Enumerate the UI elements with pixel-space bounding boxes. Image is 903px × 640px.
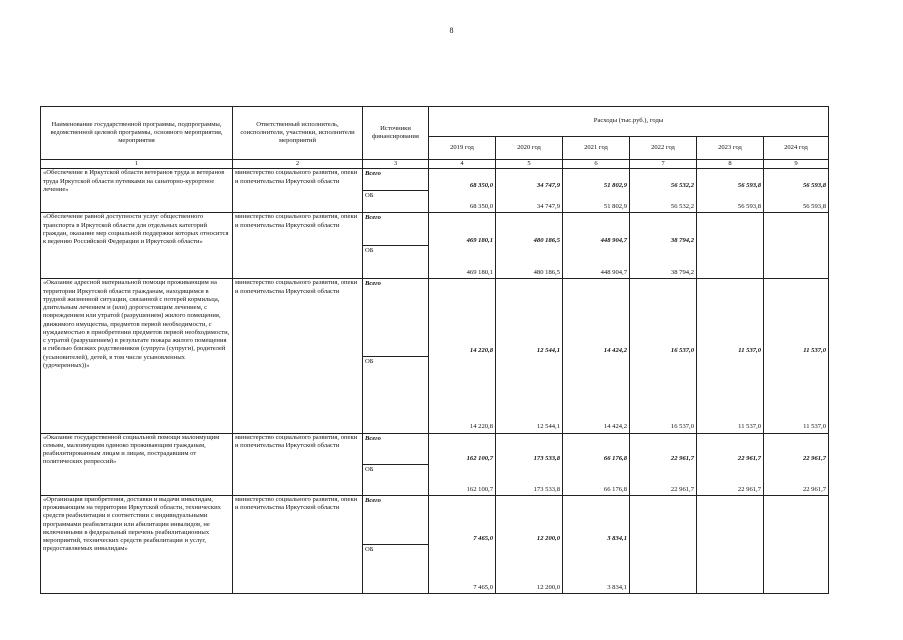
expense-total-value: 12 200,0 — [536, 535, 560, 543]
funding-source-stack — [363, 496, 428, 593]
expense-cell — [630, 169, 697, 213]
expense-stack — [429, 279, 495, 432]
expense-stack — [697, 213, 763, 278]
header-expenses: Расходы (тыс.руб.), годы — [429, 107, 829, 137]
expense-stack — [496, 213, 562, 278]
responsible-executor: министерство социального развития, опеки и попечительства Иркутской области — [233, 213, 363, 279]
expense-cell — [764, 169, 829, 213]
expense-ob-value: 469 180,1 — [466, 269, 493, 277]
funding-source-stack — [363, 434, 428, 495]
expense-stack — [429, 496, 495, 593]
funding-source-stack — [363, 169, 428, 212]
expense-stack — [764, 213, 828, 278]
expense-total-value: 11 537,0 — [803, 346, 827, 354]
expense-cell — [563, 495, 630, 593]
expense-cell — [630, 279, 697, 433]
header-year-2020: 2020 год — [496, 137, 563, 160]
expense-ob-value: 56 593,8 — [802, 203, 827, 211]
expense-cell — [429, 279, 496, 433]
expense-stack — [697, 496, 763, 593]
expense-ob-value: 12 544,1 — [536, 423, 560, 431]
expense-stack — [697, 279, 763, 432]
table-row — [41, 169, 829, 213]
expense-total-value — [764, 496, 828, 545]
measure-name: «Обеспечение равной доступности услуг общественного транспорта в Иркутской области для отдельных категорий граждан, оказание мер социальной поддержки которых относится к ведению Российской Федерации и Иркутской области» — [41, 213, 233, 279]
expense-cell — [630, 433, 697, 495]
expense-ob-value: 7 465,0 — [473, 583, 493, 591]
expense-cell — [429, 169, 496, 213]
expense-total-value: 51 802,9 — [603, 181, 627, 189]
expense-ob-value: 68 350,0 — [469, 203, 493, 211]
header-sources: Источники финансирования — [363, 107, 429, 160]
funding-source-total: Всего — [365, 170, 381, 178]
funding-source-total: Всего — [365, 214, 381, 222]
expense-cell — [764, 213, 829, 279]
expense-stack — [764, 169, 828, 212]
column-number: 1 — [41, 160, 233, 169]
header-executor: Ответственный исполнитель, соисполнители, участники, исполнители мероприятий — [233, 107, 363, 160]
expense-ob-value: 22 961,7 — [670, 485, 694, 493]
expense-ob-value: 56 532,2 — [670, 203, 694, 211]
column-number: 2 — [233, 160, 363, 169]
expense-cell — [429, 213, 496, 279]
expense-total-value: 38 794,2 — [670, 236, 694, 244]
expense-total-value: 56 532,2 — [670, 181, 694, 189]
expense-ob-value: 3 834,1 — [607, 583, 627, 591]
expense-total-value — [764, 213, 828, 246]
expense-stack — [630, 213, 696, 278]
expense-cell — [563, 169, 630, 213]
funding-source-cell — [363, 495, 429, 593]
expense-cell — [630, 213, 697, 279]
funding-source-cell — [363, 213, 429, 279]
expense-stack — [563, 169, 629, 212]
expense-ob-value: 173 533,8 — [533, 485, 560, 493]
expense-cell — [496, 433, 563, 495]
measure-name: «Оказание государственной социальной помощи малоимущим семьям, малоимущим одиноко проживающим гражданам, реабилитированным лицам и лицам, пострадавшим от политических репрессий» — [41, 433, 233, 495]
expense-total-value — [697, 213, 763, 246]
funding-source-ob: ОБ — [363, 245, 428, 278]
expense-total-value: 480 186,5 — [533, 236, 560, 244]
expense-total-value: 34 747,9 — [536, 181, 560, 189]
expense-stack — [630, 434, 696, 495]
expense-ob-value — [697, 544, 763, 593]
expense-ob-value: 162 100,7 — [466, 485, 493, 493]
expense-ob-value: 448 904,7 — [600, 269, 627, 277]
expense-total-value: 22 961,7 — [802, 455, 827, 463]
expense-cell — [496, 279, 563, 433]
expense-total-value — [697, 496, 763, 545]
expense-cell — [563, 279, 630, 433]
measure-name: «Оказание адресной материальной помощи проживающим на территории Иркутской области гражданам, находящимся в трудной жизненной ситуации, связанной с потерей кормильца, длительным лечением и (или) дорогостоящим лечением, с повреждением или утратой (разрушением) жилого помещения, движимого имущества, предметов первой необходимости, с нуждаемостью в приобретении предметов первой необходимости, с утратой (разрушением) в результате пожара жилого помещения и гибелью близких родственников (супруга (супруги), родителей (усыновителей), детей, в том числе усыновленных (удочеренных))» — [41, 279, 233, 433]
expense-ob-value: 51 802,9 — [603, 203, 627, 211]
expense-ob-value: 11 537,0 — [803, 423, 827, 431]
expense-total-value: 22 961,7 — [737, 455, 761, 463]
funding-source-stack — [363, 279, 428, 432]
header-year-2023: 2023 год — [697, 137, 764, 160]
expense-ob-value: 66 176,8 — [603, 485, 627, 493]
header-year-2019: 2019 год — [429, 137, 496, 160]
expense-ob-value: 12 200,0 — [536, 583, 560, 591]
funding-source-ob: ОБ — [363, 356, 428, 433]
expense-ob-value — [764, 246, 828, 279]
page-number: 8 — [449, 26, 454, 35]
expense-cell — [697, 213, 764, 279]
expense-stack — [764, 434, 828, 495]
expense-stack — [697, 169, 763, 212]
expense-total-value: 448 904,7 — [600, 236, 627, 244]
expense-total-value: 162 100,7 — [466, 455, 493, 463]
expense-ob-value — [764, 544, 828, 593]
expense-ob-value: 38 794,2 — [670, 269, 694, 277]
expense-total-value: 7 465,0 — [473, 535, 493, 543]
column-number: 7 — [630, 160, 697, 169]
expense-ob-value: 22 961,7 — [737, 485, 761, 493]
funding-source-ob: ОБ — [363, 190, 428, 212]
measure-name: «Обеспечение в Иркутской области ветеранов труда и ветеранов труда Иркутской области путевками на санаторно-курортное лечение» — [41, 169, 233, 213]
expense-total-value: 66 176,8 — [603, 455, 627, 463]
expense-ob-value — [697, 246, 763, 279]
expense-total-value: 469 180,1 — [466, 236, 493, 244]
expense-ob-value: 34 747,9 — [536, 203, 560, 211]
expense-total-value: 14 220,8 — [469, 346, 493, 354]
expense-cell — [764, 433, 829, 495]
expense-cell — [496, 213, 563, 279]
column-number: 4 — [429, 160, 496, 169]
expense-cell — [429, 495, 496, 593]
expense-stack — [697, 434, 763, 495]
expense-ob-value: 22 961,7 — [802, 485, 827, 493]
column-number: 8 — [697, 160, 764, 169]
expense-stack — [496, 279, 562, 432]
expense-ob-value: 16 537,0 — [670, 423, 694, 431]
expense-cell — [563, 433, 630, 495]
expense-cell — [429, 433, 496, 495]
expense-total-value: 11 537,0 — [738, 346, 761, 354]
responsible-executor: министерство социального развития, опеки и попечительства Иркутской области — [233, 169, 363, 213]
expense-stack — [429, 169, 495, 212]
expense-stack — [563, 434, 629, 495]
expense-cell — [697, 169, 764, 213]
column-number: 3 — [363, 160, 429, 169]
expense-stack — [496, 496, 562, 593]
measure-name: «Организация приобретения, доставки и выдачи инвалидам, проживающим на территории Иркутской области, технических средств реабилитации в соответствии с индивидуальными программами реабилитации или абилитации инвалидов, не включенными в федеральный перечень реабилитационных мероприятий, технических средств реабилитации и услуг, предоставляемых инвалидам» — [41, 495, 233, 593]
expense-stack — [496, 434, 562, 495]
funding-source-total: Всего — [365, 280, 381, 288]
expense-ob-value — [630, 544, 696, 593]
funding-source-total: Всего — [365, 434, 381, 442]
responsible-executor: министерство социального развития, опеки и попечительства Иркутской области — [233, 433, 363, 495]
header-year-2021: 2021 год — [563, 137, 630, 160]
expense-cell — [697, 495, 764, 593]
expense-stack — [429, 213, 495, 278]
expense-total-value: 56 593,8 — [737, 181, 761, 189]
expense-stack — [764, 279, 828, 432]
table-row — [41, 279, 829, 433]
funding-source-cell — [363, 433, 429, 495]
expense-total-value: 16 537,0 — [670, 346, 694, 354]
table-row — [41, 495, 829, 593]
expense-stack — [563, 496, 629, 593]
table-row — [41, 213, 829, 279]
header-name: Наименование государственной программы, подпрограммы, ведомственной целевой программы, основного мероприятия, мероприятия — [41, 107, 233, 160]
column-number: 5 — [496, 160, 563, 169]
expense-ob-value: 56 593,8 — [737, 203, 761, 211]
expense-total-value: 14 424,2 — [603, 346, 627, 354]
expense-total-value: 3 834,1 — [607, 535, 627, 543]
funding-source-cell — [363, 279, 429, 433]
expense-total-value: 56 593,8 — [802, 181, 827, 189]
responsible-executor: министерство социального развития, опеки и попечительства Иркутской области — [233, 279, 363, 433]
expense-cell — [697, 279, 764, 433]
funding-source-cell — [363, 169, 429, 213]
expense-ob-value: 480 186,5 — [533, 269, 560, 277]
expense-stack — [630, 279, 696, 432]
expense-total-value — [630, 496, 696, 545]
expense-cell — [496, 169, 563, 213]
expense-stack — [630, 496, 696, 593]
responsible-executor: министерство социального развития, опеки и попечительства Иркутской области — [233, 495, 363, 593]
funding-source-ob: ОБ — [363, 464, 428, 495]
expense-ob-value: 14 424,2 — [603, 423, 627, 431]
expense-cell — [630, 495, 697, 593]
column-number: 6 — [563, 160, 630, 169]
expense-total-value: 173 533,8 — [533, 455, 560, 463]
header-year-2024: 2024 год — [764, 137, 829, 160]
expense-cell — [764, 495, 829, 593]
expense-stack — [764, 496, 828, 593]
column-number-row — [41, 160, 829, 169]
table-row — [41, 433, 829, 495]
expense-ob-value: 14 220,8 — [469, 423, 493, 431]
expense-stack — [563, 279, 629, 432]
expense-cell — [764, 279, 829, 433]
expense-total-value: 12 544,1 — [536, 346, 560, 354]
expense-stack — [563, 213, 629, 278]
budget-table — [40, 106, 829, 594]
expense-cell — [697, 433, 764, 495]
funding-source-ob: ОБ — [363, 544, 428, 593]
header-year-2022: 2022 год — [630, 137, 697, 160]
expense-stack — [429, 434, 495, 495]
expense-ob-value: 11 537,0 — [738, 423, 761, 431]
expense-cell — [563, 213, 630, 279]
funding-source-stack — [363, 213, 428, 278]
expense-total-value: 68 350,0 — [469, 181, 493, 189]
funding-source-total: Всего — [365, 496, 381, 504]
expense-cell — [496, 495, 563, 593]
expense-stack — [496, 169, 562, 212]
expense-stack — [630, 169, 696, 212]
expense-total-value: 22 961,7 — [670, 455, 694, 463]
column-number: 9 — [764, 160, 829, 169]
